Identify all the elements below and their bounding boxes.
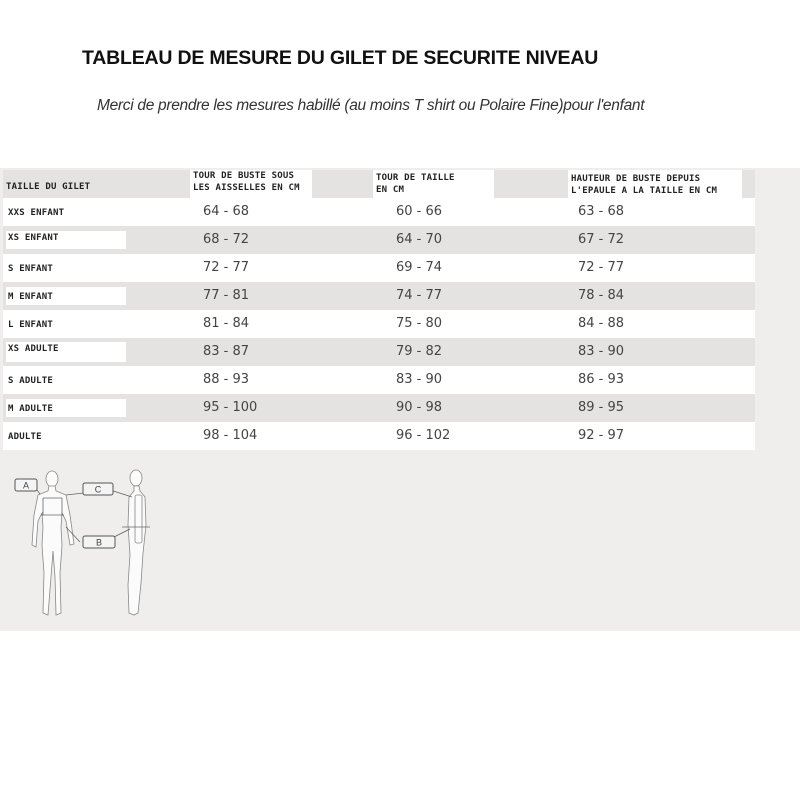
size-label: S ENFANT <box>8 264 53 274</box>
column-header-bust <box>193 170 300 194</box>
bust-value: 64 - 68 <box>203 204 250 219</box>
height-value: 72 - 77 <box>578 260 625 275</box>
table-row <box>3 254 755 282</box>
column-header-waist-line2: EN CM <box>376 185 405 195</box>
size-label: ADULTE <box>8 432 42 442</box>
column-header-size <box>6 181 90 193</box>
table-header-row <box>3 170 755 198</box>
waist-value: 90 - 98 <box>396 400 443 415</box>
table-row <box>3 422 755 450</box>
bust-value: 68 - 72 <box>203 232 250 247</box>
size-table <box>3 170 755 450</box>
side-body-figure <box>128 470 146 615</box>
height-value: 86 - 93 <box>578 372 625 387</box>
height-value: 89 - 95 <box>578 400 625 415</box>
waist-value: 69 - 74 <box>396 260 443 275</box>
label-a-leader <box>37 490 40 494</box>
column-header-bust-line1: TOUR DE BUSTE SOUS <box>193 171 295 181</box>
table-row <box>3 310 755 338</box>
size-label: S ADULTE <box>8 376 53 386</box>
height-value: 67 - 72 <box>578 232 625 247</box>
table-row <box>3 226 755 254</box>
bust-value: 83 - 87 <box>203 344 250 359</box>
height-value: 78 - 84 <box>578 288 625 303</box>
front-body-figure <box>32 471 74 615</box>
table-row <box>3 198 755 226</box>
size-label: XS ADULTE <box>8 344 59 354</box>
label-b-text: B <box>95 537 103 548</box>
column-header-height <box>571 173 717 197</box>
table-row <box>3 282 755 310</box>
bust-value: 72 - 77 <box>203 260 250 275</box>
waist-value: 83 - 90 <box>396 372 443 387</box>
waist-value: 96 - 102 <box>396 428 451 443</box>
waist-value: 79 - 82 <box>396 344 443 359</box>
height-value: 92 - 97 <box>578 428 625 443</box>
waist-value: 74 - 77 <box>396 288 443 303</box>
size-label: L ENFANT <box>8 320 53 330</box>
table-row <box>3 338 755 366</box>
waist-value: 60 - 66 <box>396 204 443 219</box>
label-b <box>83 536 115 548</box>
page-title: TABLEAU DE MESURE DU GILET DE SECURITE NIVEAU <box>82 47 599 69</box>
page-subtitle: Merci de prendre les mesures habillé (au moins T shirt ou Polaire Fine)pour l'enfant <box>97 97 645 114</box>
bust-value: 88 - 93 <box>203 372 250 387</box>
height-value: 84 - 88 <box>578 316 625 331</box>
label-c-text: C <box>94 484 102 495</box>
column-header-waist <box>376 172 455 196</box>
height-value: 63 - 68 <box>578 204 625 219</box>
table-row <box>3 366 755 394</box>
column-header-bust-line2: LES AISSELLES EN CM <box>193 183 300 193</box>
column-header-waist-line1: TOUR DE TAILLE <box>376 173 455 183</box>
bust-value: 95 - 100 <box>203 400 258 415</box>
waist-value: 64 - 70 <box>396 232 443 247</box>
size-label: M ENFANT <box>8 292 53 302</box>
waist-value: 75 - 80 <box>396 316 443 331</box>
bust-value: 98 - 104 <box>203 428 258 443</box>
bust-value: 77 - 81 <box>203 288 250 303</box>
table-row <box>3 394 755 422</box>
measurement-diagram <box>10 465 170 625</box>
column-header-height-line2: L'EPAULE A LA TAILLE EN CM <box>571 186 718 196</box>
size-label: XS ENFANT <box>8 233 59 243</box>
height-value: 83 - 90 <box>578 344 625 359</box>
column-header-height-line1: HAUTEUR DE BUSTE DEPUIS <box>571 174 701 184</box>
size-label: XXS ENFANT <box>8 208 65 218</box>
label-a <box>15 479 37 491</box>
label-a-text: A <box>22 480 30 491</box>
label-c <box>83 483 113 495</box>
size-label: M ADULTE <box>8 404 53 414</box>
bust-value: 81 - 84 <box>203 316 250 331</box>
column-header-size-text: TAILLE DU GILET <box>6 182 91 192</box>
